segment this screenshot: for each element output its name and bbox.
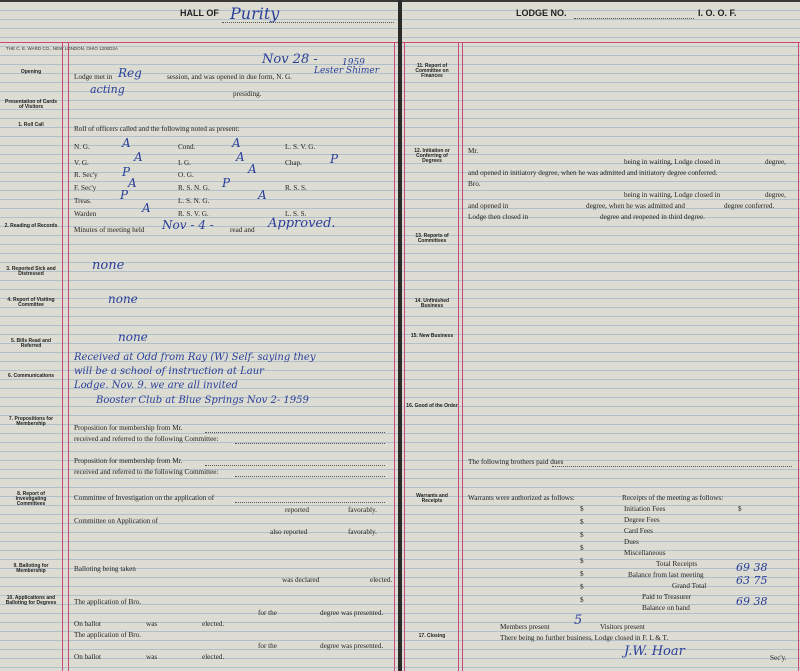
investigation-line: [235, 502, 385, 503]
section-finance: 11. Report of Committee on Finances: [415, 63, 449, 79]
officer-label: R. S. V. G.: [178, 210, 209, 218]
investigation-label: Committee of Investigation on the application of: [74, 494, 215, 502]
presiding-label: presiding.: [233, 90, 262, 98]
elected-label: elected.: [202, 620, 225, 628]
section-opening: Opening: [20, 69, 42, 75]
right-page: [402, 2, 800, 671]
margin-rule-left: [62, 42, 63, 671]
receipt-value: 69 38: [736, 595, 768, 608]
proposition-line: [205, 465, 385, 466]
warrant-dollar: $: [580, 505, 584, 513]
for-the-label: for the: [258, 642, 277, 650]
margin-rule-left-2: [68, 42, 69, 671]
officer-mark: P: [330, 152, 339, 166]
warrant-dollar: $: [580, 570, 584, 578]
minutes-label: Minutes of meeting held: [74, 226, 145, 234]
minutes-date: Nov - 4 -: [162, 218, 214, 232]
receipt-label: Balance on hand: [642, 604, 690, 612]
margin-rule-right: [394, 42, 395, 671]
section-communications: 6. Communications: [7, 373, 55, 379]
section-new-business: 15. New Business: [410, 333, 454, 339]
officer-label: Cond.: [178, 143, 196, 151]
bills-report: none: [118, 330, 148, 344]
initiation-waiting: being in waiting, Lodge closed in: [624, 158, 721, 166]
receipt-label: Degree Fees: [624, 516, 660, 524]
margin-rule-mid: [458, 42, 459, 671]
referred-line: [235, 443, 385, 444]
warrant-dollar: $: [580, 557, 584, 565]
roll-call-intro: Roll of officers called and the following noted as present:: [74, 125, 240, 133]
receipt-label: Balance from last meeting: [628, 571, 704, 579]
declared-label: was declared: [282, 576, 320, 584]
warrant-dollar: $: [580, 544, 584, 552]
section-cards: Presentation of Cards of Visitors: [5, 99, 57, 110]
initiation-opened: and opened in initiatory degree, when he was admitted and initiatory degree conferred.: [468, 169, 718, 177]
initiation-degree-when: degree, when he was admitted and: [586, 202, 685, 210]
officer-mark: A: [258, 188, 267, 202]
receipt-label: Paid to Treasurer: [642, 593, 692, 601]
meeting-year: 1959: [342, 58, 365, 68]
section-records: 2. Reading of Records: [4, 223, 58, 229]
order-label: I. O. O. F.: [698, 8, 737, 18]
officer-mark: A: [248, 162, 257, 176]
officer-mark: P: [120, 188, 129, 202]
initiation-bro: Bro.: [468, 180, 481, 188]
receipt-label: Grand Total: [672, 582, 707, 590]
section-bills: 5. Bills Read and Referred: [10, 338, 51, 349]
initiation-mr: Mr.: [468, 147, 479, 155]
hall-of-label: HALL OF: [180, 8, 219, 18]
officer-mark: A: [122, 136, 131, 150]
officer-label: Warden: [74, 210, 97, 218]
dues-label: The following brothers paid dues: [468, 458, 564, 466]
members-present-label: Members present: [500, 623, 550, 631]
margin-rule-right: [798, 42, 799, 671]
officer-label: Chap.: [285, 159, 302, 167]
acting-note: acting: [90, 83, 125, 96]
section-unfinished: 14. Unfinished Business: [414, 298, 450, 309]
section-degrees: 10. Applications and Balloting for Degrees: [5, 595, 57, 606]
receipt-label: Dues: [624, 538, 639, 546]
officer-label: L. S. S.: [285, 210, 307, 218]
section-investigating: 8. Report of Investigating Committees: [15, 491, 47, 507]
section-committees: 13. Reports of Committees: [415, 233, 449, 244]
header-rule: [0, 42, 398, 43]
hall-line: [222, 22, 394, 23]
noble-grand-name: Lester Shimer: [314, 66, 380, 76]
opening-line-a: Lodge met in: [74, 73, 113, 81]
officer-label: L. S. N. G.: [178, 197, 210, 205]
receipt-label: Initiation Fees: [624, 505, 666, 513]
warrants-label: Warrants were authorized as follows:: [468, 494, 575, 502]
receipts-title: Receipts of the meeting as follows:: [622, 494, 724, 502]
receipt-value: 63 75: [736, 574, 768, 587]
receipt-label: Card Fees: [624, 527, 653, 535]
officer-label: N. G.: [74, 143, 90, 151]
application-committee-label: Committee on Application of: [74, 517, 159, 525]
referred-line: [235, 476, 385, 477]
section-propositions: 7. Propositions for Membership: [8, 416, 54, 427]
officer-label: V. G.: [74, 159, 89, 167]
met-in-session: Reg: [118, 66, 142, 80]
lodge-no-line: [574, 18, 694, 19]
receipt-label: Miscellaneous: [624, 549, 666, 557]
hall-name: Purity: [230, 4, 280, 23]
officer-label: F. Sec'y: [74, 184, 97, 192]
was-label: was: [146, 620, 158, 628]
was-label: was: [146, 653, 158, 661]
visiting-report: none: [108, 292, 138, 306]
communication-line: Received at Odd from Ray (W) Self- saying they: [74, 352, 316, 363]
communication-line: Booster Club at Blue Springs Nov 2- 1959: [96, 395, 309, 406]
secretary-signature: J.W. Hoar: [624, 644, 685, 659]
margin-rule-left: [404, 42, 405, 671]
officer-label: Treas.: [74, 197, 92, 205]
printer-imprint: THE C. E. WARD CO., NEW LONDON, OHIO 1200D3A: [6, 46, 118, 51]
section-roll-call: 1. Roll Call: [18, 122, 44, 128]
dues-line: [552, 466, 792, 467]
initiation-degree: degree,: [765, 158, 786, 166]
also-reported-label: also reported: [270, 528, 308, 536]
minutes-status: Approved.: [268, 216, 336, 231]
proposition-label: Proposition for membership from Mr.: [74, 424, 183, 432]
initiation-opened-in: and opened in: [468, 202, 509, 210]
left-page: [0, 2, 398, 671]
members-present-count: 5: [574, 613, 583, 628]
officer-mark: A: [134, 150, 143, 164]
officer-mark: A: [142, 201, 151, 215]
initiation-reopened: degree and reopened in third degree.: [600, 213, 705, 221]
degree-presented-label: degree was presented.: [320, 609, 384, 617]
receipt-value: 69 38: [736, 561, 768, 574]
receipt-label: Total Receipts: [656, 560, 698, 568]
read-and-label: read and: [230, 226, 255, 234]
initiation-degree-conferred: degree conferred.: [724, 202, 775, 210]
elected-label: elected.: [202, 653, 225, 661]
opening-line-b: session, and was opened in due form, N. G.: [167, 73, 292, 81]
section-visiting: 4. Report of Visiting Committee: [7, 297, 55, 308]
communication-line: Lodge. Nov. 9. we are all invited: [74, 380, 238, 391]
initiation-waiting: being in waiting, Lodge closed in: [624, 191, 721, 199]
section-good-of-order: 16. Good of the Order: [406, 403, 458, 409]
officer-mark: P: [222, 176, 231, 190]
initiation-degree: degree,: [765, 191, 786, 199]
officer-label: R. S. S.: [285, 184, 307, 192]
favorably-label: favorably.: [348, 528, 377, 536]
officer-label: R. S. N. G.: [178, 184, 210, 192]
visitors-label: Visitors present: [600, 623, 645, 631]
reported-label: reported: [285, 506, 309, 514]
margin-rule-mid-2: [462, 42, 463, 671]
warrant-dollar: $: [580, 518, 584, 526]
officer-mark: A: [236, 150, 245, 164]
elected-label: elected.: [370, 576, 393, 584]
referred-label: received and referred to the following Committee:: [74, 435, 219, 443]
officer-label: O. G.: [178, 171, 194, 179]
warrant-dollar: $: [580, 531, 584, 539]
lodge-no-label: LODGE NO.: [516, 8, 567, 18]
warrant-dollar: $: [580, 583, 584, 591]
meeting-date: Nov 28 -: [262, 52, 318, 67]
initiation-then-closed: Lodge then closed in: [468, 213, 529, 221]
officer-label: L. S. V. G.: [285, 143, 316, 151]
favorably-label: favorably.: [348, 506, 377, 514]
degree-application-label: The application of Bro.: [74, 631, 142, 639]
balloting-label: Balloting being taken: [74, 565, 136, 573]
on-ballot-label: On ballot: [74, 653, 101, 661]
officer-mark: A: [232, 136, 241, 150]
closing-line: There being no further business, Lodge closed in F. L & T.: [500, 634, 669, 642]
section-sick: 3. Reported Sick and Distressed: [6, 266, 56, 277]
section-balloting: 9. Balloting for Membership: [13, 563, 49, 574]
proposition-line: [205, 432, 385, 433]
proposition-label: Proposition for membership from Mr.: [74, 457, 183, 465]
sick-report: none: [92, 258, 125, 273]
communication-line: will be a school of instruction at Laur: [74, 366, 264, 377]
section-initiation: 12. Initiation or Conferring of Degrees: [414, 148, 450, 164]
on-ballot-label: On ballot: [74, 620, 101, 628]
warrant-dollar: $: [580, 596, 584, 604]
degree-presented-label: degree was presented.: [320, 642, 384, 650]
secretary-label: Sec'y.: [770, 654, 787, 662]
officer-mark: P: [122, 165, 131, 179]
section-closing: 17. Closing: [418, 633, 446, 639]
officer-label: I. G.: [178, 159, 191, 167]
degree-application-label: The application of Bro.: [74, 598, 142, 606]
for-the-label: for the: [258, 609, 277, 617]
officer-mark: A: [128, 176, 137, 190]
receipt-dollar: $: [738, 505, 742, 513]
section-warrants: Warrants and Receipts: [416, 493, 448, 504]
officer-label: R. Sec'y: [74, 171, 98, 179]
referred-label: received and referred to the following Committee:: [74, 468, 219, 476]
